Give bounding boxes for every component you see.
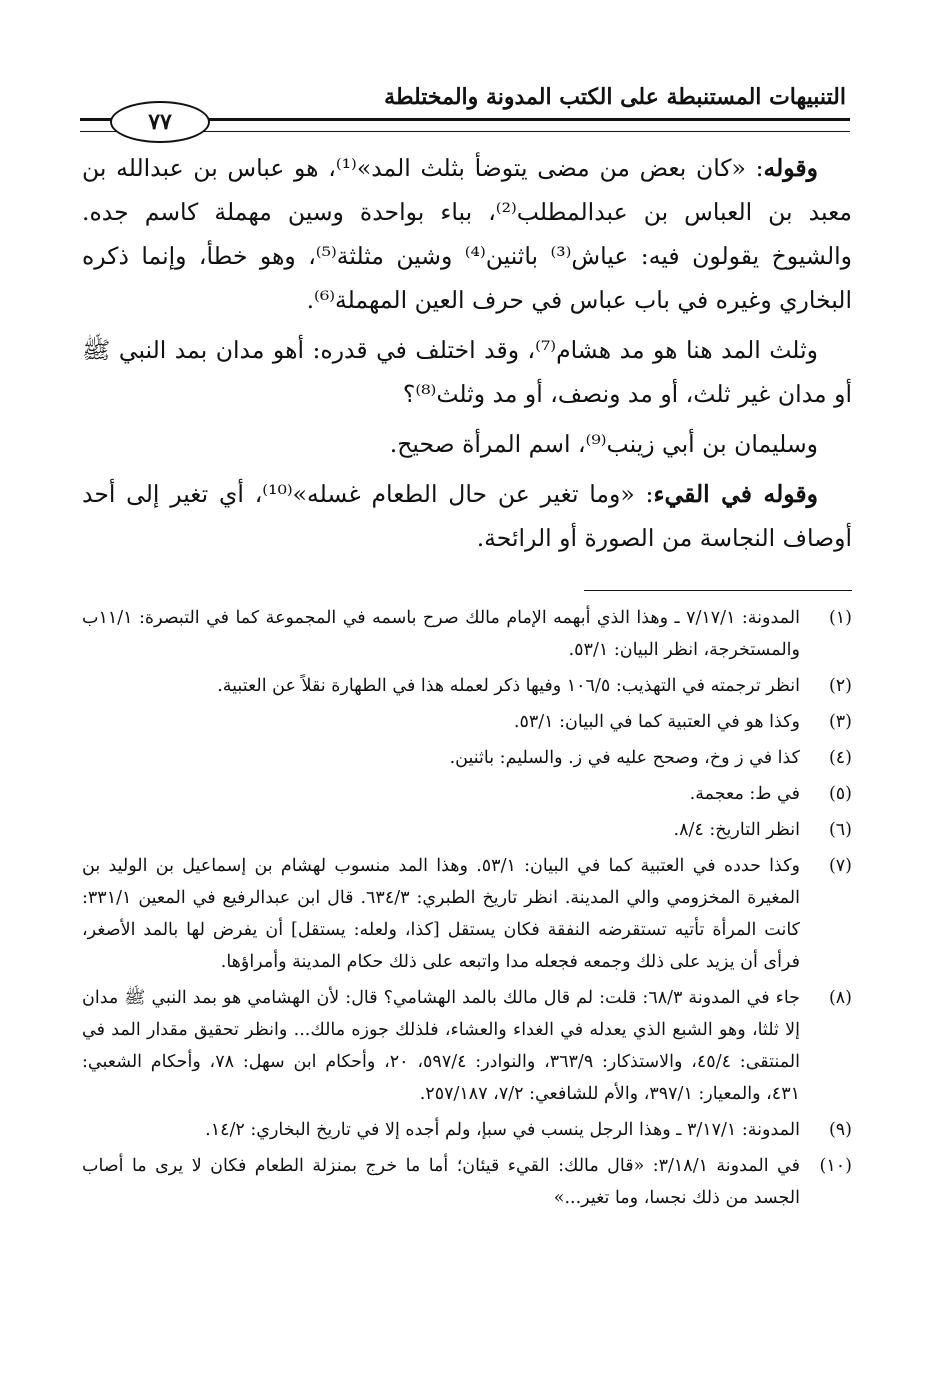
footnote bbox=[82, 778, 852, 810]
footnote-text: وكذا هو في العتبية كما في البيان: ٥٣/١. bbox=[513, 712, 800, 732]
footnote-text: جاء في المدونة ٦٨/٣: قلت: لم قال مالك بالمد الهشامي؟ قال: لأن الهشامي هو بمد النبي ﷺ مدان إلا ثلثا، وهو الشبع الذي يعدله في الغداء والعشاء، فلذلك جوزه مالك... وانظر تحقيق مقدار المد في المنتقى: ٤٥/٤، والاستذكار: ٣٦٣/٩، والنوادر: ٥٩٧/٤، ٢٠، وأحكام ابن سهل: ٧٨، وأحكام الشعبي: ٤٣١، والمعيار: ٣٩٧/١، والأم للشافعي: ٧/٢، ٢٥٧/١٨٧. bbox=[82, 988, 800, 1104]
paragraph bbox=[82, 472, 852, 560]
main-text bbox=[82, 146, 852, 566]
footnote bbox=[82, 814, 852, 846]
footnote-number: (٧) bbox=[828, 856, 852, 876]
page-number: ٧٧ bbox=[110, 101, 210, 143]
footnote bbox=[82, 670, 852, 702]
footnote-number: (٨) bbox=[828, 988, 852, 1008]
footnote bbox=[82, 1150, 852, 1214]
footnotes bbox=[82, 602, 852, 1218]
paragraph-lead: وقوله في القيء bbox=[653, 480, 818, 508]
footnote bbox=[82, 742, 852, 774]
footnote-text: كذا في ز وخ، وصحح عليه في ز. والسليم: باثنين. bbox=[449, 748, 800, 768]
footnote-text: المدونة: ٣/١٧/١ ـ وهذا الرجل ينسب في سبإ، ولم أجده إلا في تاريخ البخاري: ١٤/٢. bbox=[205, 1120, 800, 1140]
footnote bbox=[82, 706, 852, 738]
footnote-number: (٢) bbox=[828, 676, 852, 696]
footnote-text: انظر ترجمته في التهذيب: ١٠٦/٥ وفيها ذكر لعمله هذا في الطهارة نقلاً عن العتبية. bbox=[217, 676, 800, 696]
footnote-number: (٥) bbox=[828, 784, 852, 804]
paragraph-text: : «وما تغير عن حال الطعام غسله»⁽¹⁰⁾، أي تغير إلى أحد أوصاف النجاسة من الصورة أو الرائحة. bbox=[82, 480, 852, 552]
paragraph bbox=[82, 146, 852, 322]
footnote-number: (٦) bbox=[828, 820, 852, 840]
footnote-number: (٣) bbox=[828, 712, 852, 732]
footnote-number: (١٠) bbox=[819, 1156, 852, 1176]
paragraph: وثلث المد هنا هو مد هشام⁽⁷⁾، وقد اختلف في قدره: أهو مدان بمد النبي ﷺ أو مدان غير ثلث، أو مد ونصف، أو مد وثلث⁽⁸⁾؟ bbox=[82, 336, 852, 408]
paragraph-lead: وقوله bbox=[763, 154, 819, 182]
footnote-text: المدونة: ٧/١٧/١ ـ وهذا الذي أبهمه الإمام مالك صرح باسمه في المجموعة كما في التبصرة: ١١/١ب والمستخرجة، انظر البيان: ٥٣/١. bbox=[82, 608, 800, 660]
footnote-number: (١) bbox=[828, 608, 852, 628]
footnote-number: (٩) bbox=[828, 1120, 852, 1140]
footnote bbox=[82, 850, 852, 978]
footnote-text: في ط: معجمة. bbox=[689, 784, 800, 804]
footnote-number: (٤) bbox=[828, 748, 852, 768]
footnote bbox=[82, 1114, 852, 1146]
footnote bbox=[82, 982, 852, 1110]
footnote-text: انظر التاريخ: ٨/٤. bbox=[673, 820, 800, 840]
running-title: التنبيهات المستنبطة على الكتب المدونة والمختلطة bbox=[384, 84, 846, 110]
footnote-divider bbox=[584, 590, 852, 591]
footnote-text: وكذا حدده في العتبية كما في البيان: ٥٣/١. وهذا المد منسوب لهشام بن إسماعيل بن الوليد بن المغيرة المخزومي والي المدينة. انظر تاريخ الطبري: ٦٣٤/٣. قال ابن عبدالرفيع في المعين ٣٣١/١: كانت المرأة تأتيه تستقرضه النفقة فكان يستقل [كذا، ولعله: يستقل] أن يفرض لها بالمد الأصغر، فرأى أن يزيد على ذلك وجمعه فجعله مدا واتبعه على ذلك حكام المدينة وأمراؤها. bbox=[82, 856, 800, 972]
footnote bbox=[82, 602, 852, 666]
paragraph: وسليمان بن أبي زينب⁽⁹⁾، اسم المرأة صحيح. bbox=[389, 430, 818, 458]
paragraph-text: : «كان بعض من مضى يتوضأ بثلث المد»⁽¹⁾، هو عباس بن عبدالله بن معبد بن العباس بن عبدالمطلب⁽²⁾، بباء بواحدة وسين مهملة كاسم جده. والشيوخ يقولون فيه: عياش⁽³⁾ باثنين⁽⁴⁾ وشين مثلثة⁽⁵⁾، وهو خطأ، وإنما ذكره البخاري وغيره في باب عباس في حرف العين المهملة⁽⁶⁾. bbox=[82, 154, 853, 314]
footnote-text: في المدونة ٣/١٨/١: «قال مالك: القيء قيئان؛ أما ما خرج بمنزلة الطعام فكان لا يرى ما أصاب الجسد من ذلك نجسا، وما تغير...» bbox=[82, 1156, 800, 1208]
